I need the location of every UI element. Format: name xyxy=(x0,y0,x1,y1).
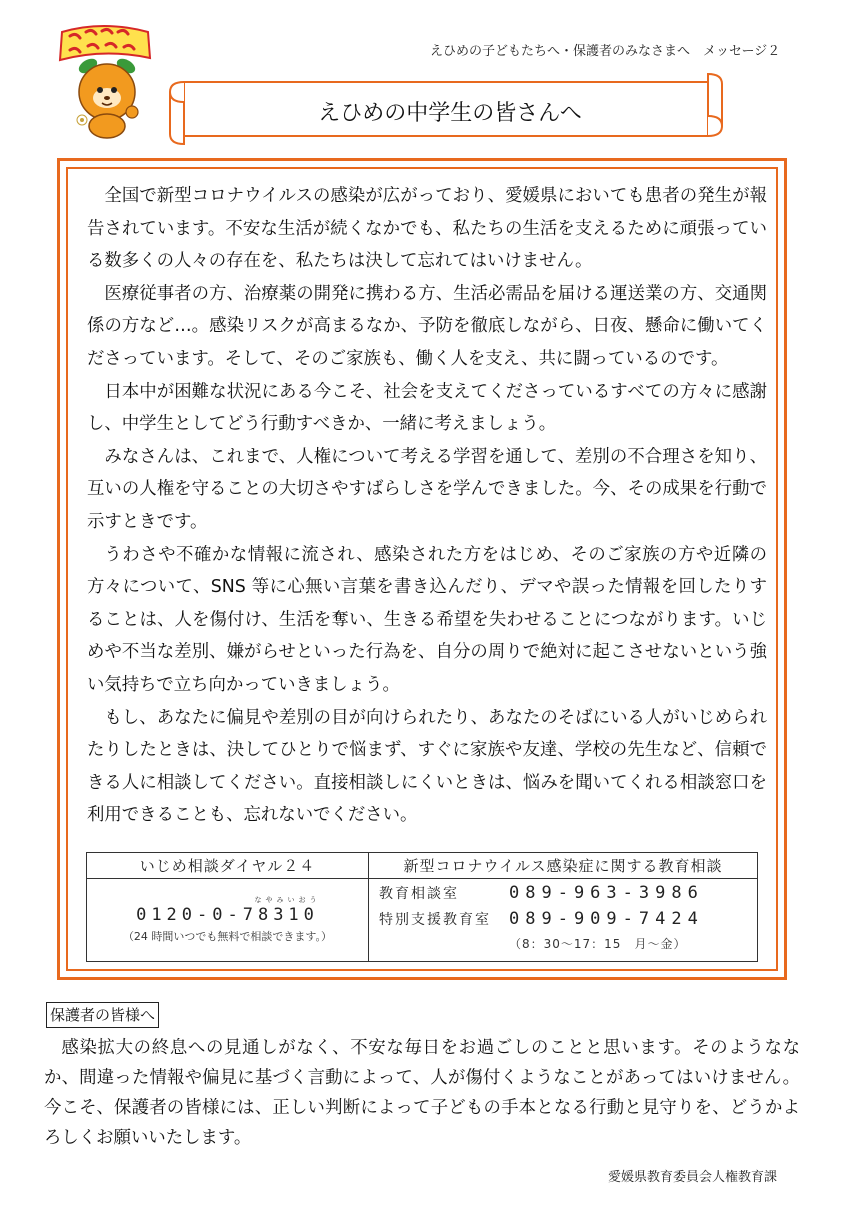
header-subtitle: えひめの子どもたちへ・保護者のみなさまへ メッセージ２ xyxy=(430,44,781,59)
consult-label: 教育相談室 xyxy=(379,886,459,902)
guardian-paragraph: 感染拡大の終息への見通しがなく、不安な毎日をお過ごしのことと思います。そのようななか、間違った情報や偏見に基づく言動によって、人が傷付くようなことがあってはいけません。今こそ、保護者の皆様には、正しい判断によって子どもの手本となる行動と見守りを、どうかよろしくお願いいたします。 xyxy=(44,1038,800,1148)
body-paragraph: みなさんは、これまで、人権について考える学習を通して、差別の不合理さを知り、互いの人権を守ることの大切さやすばらしさを学んできました。今、その成果を行動で示すときです。 xyxy=(87,446,767,532)
body-paragraph: 全国で新型コロナウイルスの感染が広がっており、愛媛県においても患者の発生が報告されています。不安な生活が続くなかでも、私たちの生活を支えるために頑張っている数多くの人々の存在を、私たちは決して忘れてはいけません。 xyxy=(87,186,767,272)
body-paragraph: うわさや不確かな情報に流され、感染された方をはじめ、そのご家族の方や近隣の方々について、SNS 等に心無い言葉を書き込んだり、デマや誤った情報を回したりすることは、人を傷付け、生活を奪い、生きる希望を失わせることにつながります。いじめや不当な差別、嫌がらせといった行為を、自分の周りで絶対に起こさせないという強い気持ちで立ち向かっていきましょう。 xyxy=(87,544,767,695)
guardian-section-label: 保護者の皆様へ xyxy=(46,1002,159,1028)
consult-line xyxy=(379,909,757,935)
consult-hours: （8：30～17：15 月～金） xyxy=(509,937,687,951)
dial-number[interactable]: 0120-0-78310 xyxy=(136,905,319,925)
signature: 愛媛県教育委員会人権教育課 xyxy=(607,1170,777,1185)
consultation-table xyxy=(86,852,758,962)
dial-note: （24 時間いつでも無料で相談できます。） xyxy=(122,930,333,943)
covid-consult-header: 新型コロナウイルス感染症に関する教育相談 xyxy=(369,853,758,879)
consult-number[interactable]: 089-909-7424 xyxy=(509,909,704,929)
body-paragraph: 医療従事者の方、治療薬の開発に携わる方、生活必需品を届ける運送業の方、交通関係の方など…。感染リスクが高まるなか、予防を徹底しながら、日夜、懸命に働いてくださっています。そして、そのご家族も、働く人を支え、共に闘っているのです。 xyxy=(87,283,767,369)
consult-number[interactable]: 089-963-3986 xyxy=(509,883,704,903)
body-paragraph: 日本中が困難な状況にある今こそ、社会を支えてくださっているすべての方々に感謝し、中学生としてどう行動すべきか、一緒に考えましょう。 xyxy=(87,381,767,435)
bullying-dial-header: いじめ相談ダイヤル２４ xyxy=(87,853,369,879)
bullying-dial-cell xyxy=(87,879,369,962)
mikyan-mascot-logo xyxy=(48,22,158,140)
consult-line xyxy=(379,883,757,909)
body-paragraph: もし、あなたに偏見や差別の目が向けられたり、あなたのそばにいる人がいじめられたりしたときは、決してひとりで悩まず、すぐに家族や友達、学校の先生など、信頼できる人に相談してください。直接相談しにくいときは、悩みを聞いてくれる相談窓口を利用できることも、忘れないでください。 xyxy=(87,707,767,826)
page-title: えひめの中学生の皆さんへ xyxy=(318,100,582,126)
dial-ruby: なやみいおう xyxy=(254,896,321,904)
message-body xyxy=(87,180,767,832)
consult-label: 特別支援教育室 xyxy=(379,912,491,928)
guardian-message xyxy=(44,1033,800,1153)
covid-consult-cell xyxy=(369,879,758,962)
